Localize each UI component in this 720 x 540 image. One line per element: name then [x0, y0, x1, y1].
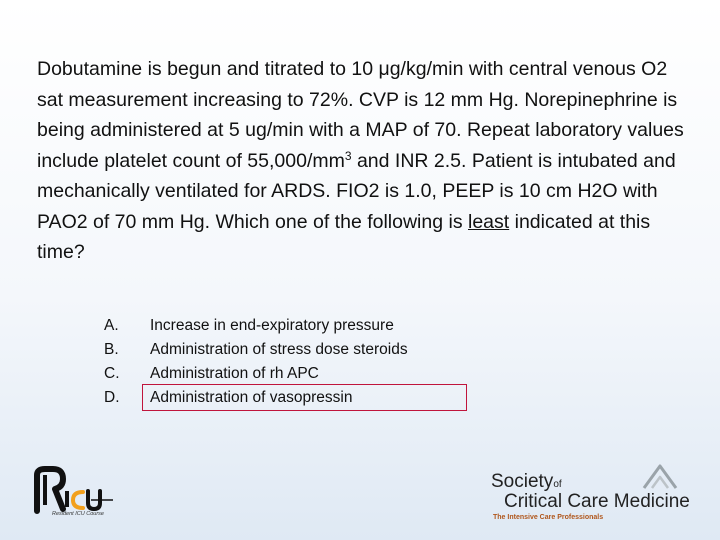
option-letter: D.	[104, 389, 120, 406]
option-letter: B.	[104, 341, 119, 358]
option-c[interactable]	[104, 362, 408, 386]
question-part-1: Dobutamine is begun and titrated to 10 μg/kg/min with central venous O2 sat measurement increasing to 72%. CVP is 12 mm Hg. Norepinephrine is being administered at 5 ug/min with a MAP of 70. Repeat laboratory values include platelet count of 55,000/mm	[37, 58, 684, 172]
answer-highlight-box	[142, 384, 467, 411]
sccm-mountain-icon	[640, 462, 680, 492]
option-letter: C.	[104, 365, 120, 382]
option-text: Increase in end-expiratory pressure	[150, 317, 394, 334]
question-part-3: indicated at this time?	[37, 210, 651, 263]
sccm-society: Society	[491, 471, 554, 492]
question-text	[37, 54, 697, 268]
ricu-tagline: Resident ICU Course	[52, 511, 104, 517]
sccm-of: of	[553, 479, 562, 490]
superscript-3: 3	[344, 148, 352, 163]
option-b[interactable]	[104, 338, 408, 362]
option-letter: A.	[104, 317, 119, 334]
option-text: Administration of vasopressin	[150, 389, 353, 406]
option-text: Administration of rh APC	[150, 365, 319, 382]
sccm-tagline: The Intensive Care Professionals	[493, 514, 604, 521]
question-part-2: and INR 2.5. Patient is intubated and mechanically ventilated for ARDS. FIO2 is 1.0, PEEP is 10 cm H2O with PAO2 of 70 mm Hg. Which one of the following is	[37, 149, 676, 233]
sccm-name-text: Critical Care Medicine	[504, 491, 690, 512]
option-text: Administration of stress dose steroids	[150, 341, 408, 358]
emphasis-least: least	[468, 210, 510, 233]
option-a[interactable]	[104, 314, 408, 338]
